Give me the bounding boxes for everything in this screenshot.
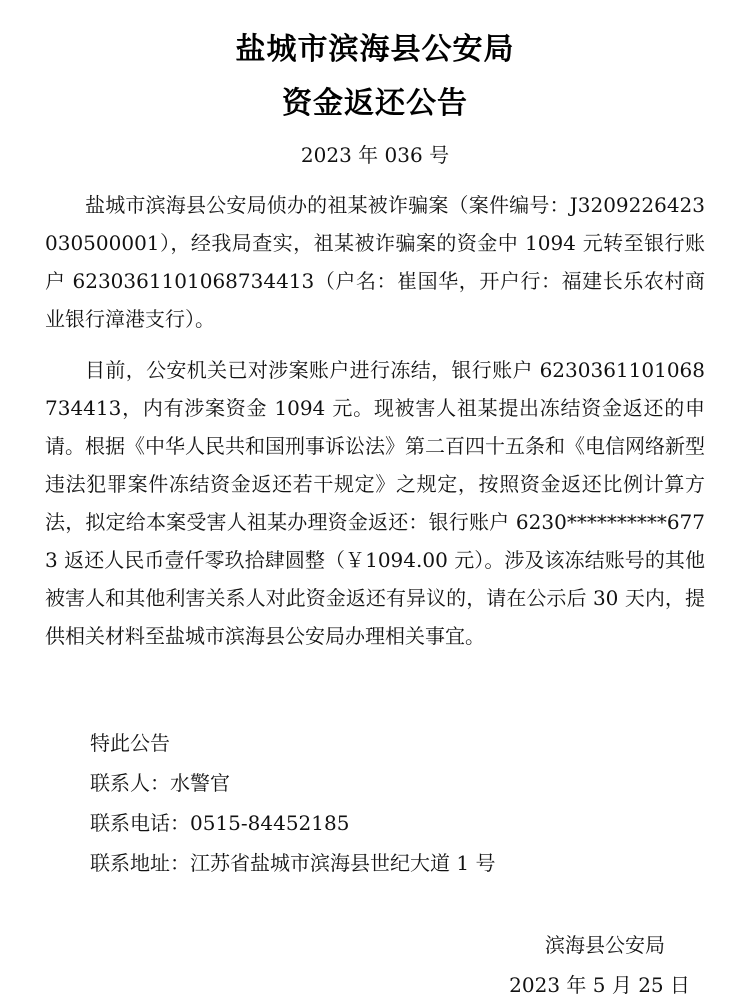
closing-phrase: 特此公告: [90, 731, 170, 755]
body-paragraph-case: 盐城市滨海县公安局侦办的祖某被诈骗案（案件编号：J3209226423030500001），经我局查实，祖某被诈骗案的资金中 1094 元转至银行账户 6230361101068734413（户名：崔国华，开户行：福建长乐农村商业银行漳港支行）。: [45, 193, 705, 331]
body-paragraph-refund: 目前，公安机关已对涉案账户进行冻结，银行账户 6230361101068734413，内有涉案资金 1094 元。现被害人祖某提出冻结资金返还的申请。根据《中华人民共和国刑事诉讼法》第二百四十五条和《电信网络新型违法犯罪案件冻结资金返还若干规定》之规定，按照资金返还比例计算方法，拟定给本案受害人祖某办理资金返还：银行账户 6230**********6773 返还人民币壹仟零玖拾肆圆整（￥1094.00 元）。涉及该冻结账号的其他被害人和其他利害关系人对此资金返还有异议的，请在公示后 30 天内，提供相关材料至盐城市滨海县公安局办理相关事宜。: [45, 358, 705, 648]
signature-date: 2023 年 5 月 25 日: [509, 973, 690, 997]
notice-title-authority: 盐城市滨海县公安局: [235, 32, 515, 67]
signature-organization: 滨海县公安局: [545, 933, 665, 957]
contact-address: 联系地址：江苏省盐城市滨海县世纪大道 1 号: [90, 851, 496, 875]
contact-person: 联系人：水警官: [90, 771, 230, 795]
contact-phone: 联系电话：0515-84452185: [90, 811, 350, 835]
document-number: 2023 年 036 号: [300, 143, 450, 167]
notice-title: 资金返还公告: [282, 86, 468, 121]
